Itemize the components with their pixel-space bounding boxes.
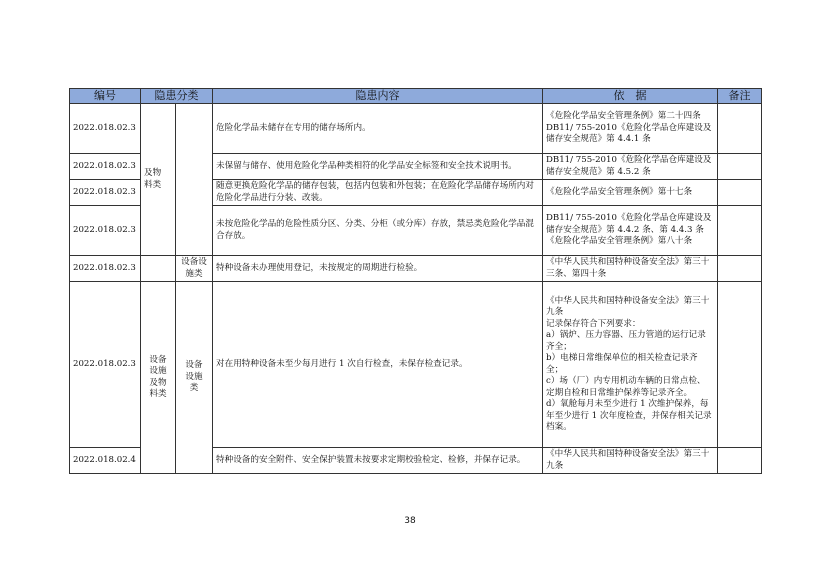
header-note: 备注 (718, 89, 762, 104)
row-number: 2022.018.02.3 (70, 180, 141, 206)
note-cell (718, 448, 762, 474)
category-sub (176, 282, 213, 474)
header-num: 编号 (70, 89, 141, 104)
hazard-content: 对在用特种设备未至少每月进行 1 次自行检查，未保存检查记录。 (213, 282, 543, 448)
category-main-label: 设备设施及物料类 (149, 354, 167, 399)
header-category: 隐患分类 (141, 89, 213, 104)
category-sub (176, 104, 213, 256)
table-header-row (70, 89, 762, 104)
category-sub-label: 设备设施类 (185, 360, 203, 394)
row-number: 2022.018.02.3 (70, 206, 141, 256)
category-main-label: 及物料类 (144, 168, 162, 190)
note-cell (718, 206, 762, 256)
note-cell (718, 154, 762, 180)
category-sub (176, 256, 213, 282)
hazard-content: 随意更换危险化学品的储存包装，包括内包装和外包装；在危险化学品储存场所内对危险化学品进行分装、改装。 (213, 180, 543, 206)
row-number: 2022.018.02.3 (70, 282, 141, 448)
hazard-content: 未保留与储存、使用危险化学品种类相符的化学品安全标签和安全技术说明书。 (213, 154, 543, 180)
hazard-basis: DB11/ 755-2010《危险化学品仓库建设及储存安全规范》第 4.5.2 条 (543, 154, 718, 180)
hazard-table (69, 88, 762, 474)
hazard-basis: 《中华人民共和国特种设备安全法》第三十三条、第四十条 (543, 256, 718, 282)
hazard-basis: 《中华人民共和国特种设备安全法》第三十九条 (543, 448, 718, 474)
row-number: 2022.018.02.3 (70, 104, 141, 154)
table-row (70, 256, 762, 282)
hazard-basis: DB11/ 755-2010《危险化学品仓库建设及储存安全规范》第 4.4.2 条、第 4.4.3 条 《危险化学品安全管理条例》第八十条 (543, 206, 718, 256)
table-row (70, 282, 762, 448)
category-main (141, 282, 176, 474)
hazard-basis: 《中华人民共和国特种设备安全法》第三十九条 记录保存符合下列要求： a）锅炉、压力容器、压力管道的运行记录齐全； b）电梯日常维保单位的相关检查记录齐全； c）场（厂）内专用机动车辆的日常点检、定期自检和日常维护保养等记录齐全。 d）氧舱每月未至少进行 1 次维护保养，每年至少进行 1 次年度检查，并保存相关记录档案。 (543, 282, 718, 448)
note-cell (718, 104, 762, 154)
note-cell (718, 180, 762, 206)
table-row (70, 104, 762, 154)
row-number: 2022.018.02.3 (70, 154, 141, 180)
category-sub-label: 设备设施类 (181, 257, 207, 279)
row-number: 2022.018.02.4 (70, 448, 141, 474)
note-cell (718, 256, 762, 282)
category-main (141, 256, 176, 282)
page-number: 38 (404, 516, 416, 526)
hazard-content: 特种设备的安全附件、安全保护装置未按要求定期校验检定、检修，并保存记录。 (213, 448, 543, 474)
header-basis: 依 据 (543, 89, 718, 104)
row-number: 2022.018.02.3 (70, 256, 141, 282)
header-content: 隐患内容 (213, 89, 543, 104)
hazard-basis: 《危险化学品安全管理条例》第十七条 (543, 180, 718, 206)
note-cell (718, 282, 762, 448)
hazard-content: 未按危险化学品的危险性质分区、分类、分柜（或分库）存放，禁忌类危险化学品混合存放。 (213, 206, 543, 256)
category-main (141, 104, 176, 256)
hazard-content: 特种设备未办理使用登记，未按规定的周期进行检验。 (213, 256, 543, 282)
hazard-content: 危险化学品未储存在专用的储存场所内。 (213, 104, 543, 154)
hazard-basis: 《危险化学品安全管理条例》第二十四条 DB11/ 755-2010《危险化学品仓库建设及储存安全规范》第 4.4.1 条 (543, 104, 718, 154)
